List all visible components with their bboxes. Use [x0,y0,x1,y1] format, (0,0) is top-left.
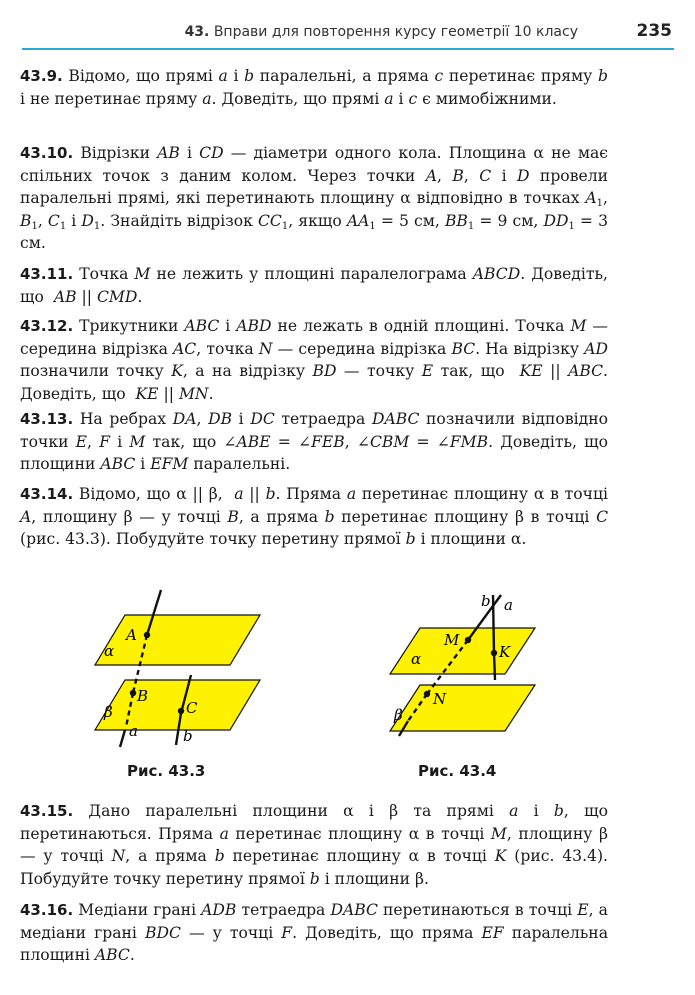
point-M [465,637,471,643]
label-A: A [126,626,137,644]
label-line-b: b [183,727,193,745]
exercise-text: Точка M не лежить у площині паралелограма ABCD. Доведіть, що AB || CMD. [20,265,608,306]
figure-43-4 [380,590,540,745]
plane-beta [390,685,535,731]
exercise-43-16 [20,899,608,967]
exercise-number: 43.14. [20,485,74,503]
plane-alpha [95,615,260,665]
label-N: N [433,690,447,708]
exercise-text: Відрізки AB і CD — діаметри одного кола. Площина α не має спільних точок з даним колом. Через точки A, B, C і D провели паралельні прямі, які перетинають площину α відповідно в точках $A_1$, $B_1$, $C_1$ і $D_1$. Знайдіть відрізок $CC_1$, якщо $AA_1 = 5$ см, $BB_1 = 9$ см, $DD_1 = 3$ см. [20,144,609,252]
point-N [424,691,430,697]
label-line-b: b [481,592,491,610]
point-C [178,708,184,714]
label-alpha: α [104,642,115,660]
exercise-text: Відомо, що α || β, a || b. Пряма a перетинає площину α в точці A, площину β — у точці B, а пряма b перетинає площину β в точці C (рис. 43.3). Побудуйте точку перетину прямої b і площини α. [20,485,608,548]
exercise-number: 43.16. [20,901,74,919]
exercise-43-12 [20,315,608,405]
page-number: 235 [636,21,672,41]
point-K [491,650,497,656]
exercise-text: Дано паралельні площини α і β та прямі a і b, що перетинаються. Пряма a перетинає площину α в точці M, площину β — у точці N, а пряма b перетинає площину α в точці K (рис. 43.4). Побудуйте точку перетину прямої b і площини β. [20,802,609,888]
label-line-a: a [129,722,138,740]
exercise-number: 43.10. [20,144,74,162]
caption-43-4: Рис. 43.4 [418,762,497,780]
exercise-43-9 [20,65,608,110]
exercise-43-15 [20,800,608,890]
label-beta: β [394,706,403,724]
point-A [144,632,150,638]
exercise-text: На ребрах DA, DB і DC тетраедра DABC позначили відповідно точки E, F і M так, що ∠ABE = ∠FEB, ∠CBM = ∠FMB. Доведіть, що площини ABC і EFM паралельні. [20,410,609,473]
exercise-43-11 [20,263,608,308]
point-B [130,690,136,696]
figure-43-3 [80,585,280,750]
exercise-43-13 [20,408,608,476]
caption-43-3: Рис. 43.3 [127,762,206,780]
exercise-text: Медіани грані ADB тетраедра DABC перетинаються в точці E, а медіани грані BDC — у точці F. Доведіть, що пряма EF паралельна площині ABC. [20,901,608,964]
exercise-number: 43.11. [20,265,74,283]
label-K: K [499,643,511,661]
line-b-lower [494,653,495,680]
label-C: C [186,699,198,717]
label-beta: β [104,703,113,721]
label-M: M [444,631,460,649]
page-header [22,18,674,50]
exercise-number: 43.9. [20,67,63,85]
label-line-a: a [504,596,513,614]
label-B: B [137,687,149,705]
exercise-number: 43.15. [20,802,74,820]
chapter-title: 43. Вправи для повторення курсу геометрії 10 класу [184,24,578,40]
exercise-text: Трикутники ABC і ABD не лежать в одній площині. Точка M — середина відрізка AC, точка N — середина відрізка BC. На відрізку AD позначили точку K, а на відрізку BD — точку E так, що KE || ABC. Доведіть, що KE || MN. [20,317,608,403]
exercise-43-14 [20,483,608,551]
exercise-43-10 [20,142,608,255]
label-alpha: α [411,650,422,668]
exercise-number: 43.13. [20,410,74,428]
exercise-text: Відомо, що прямі a і b паралельні, а пряма c перетинає пряму b і не перетинає пряму a. Доведіть, що прямі a і c є мимобіжними. [20,67,609,108]
line-a-lower [120,730,125,747]
line-b-upper [493,595,494,653]
exercise-number: 43.12. [20,317,74,335]
plane-beta [95,680,260,730]
